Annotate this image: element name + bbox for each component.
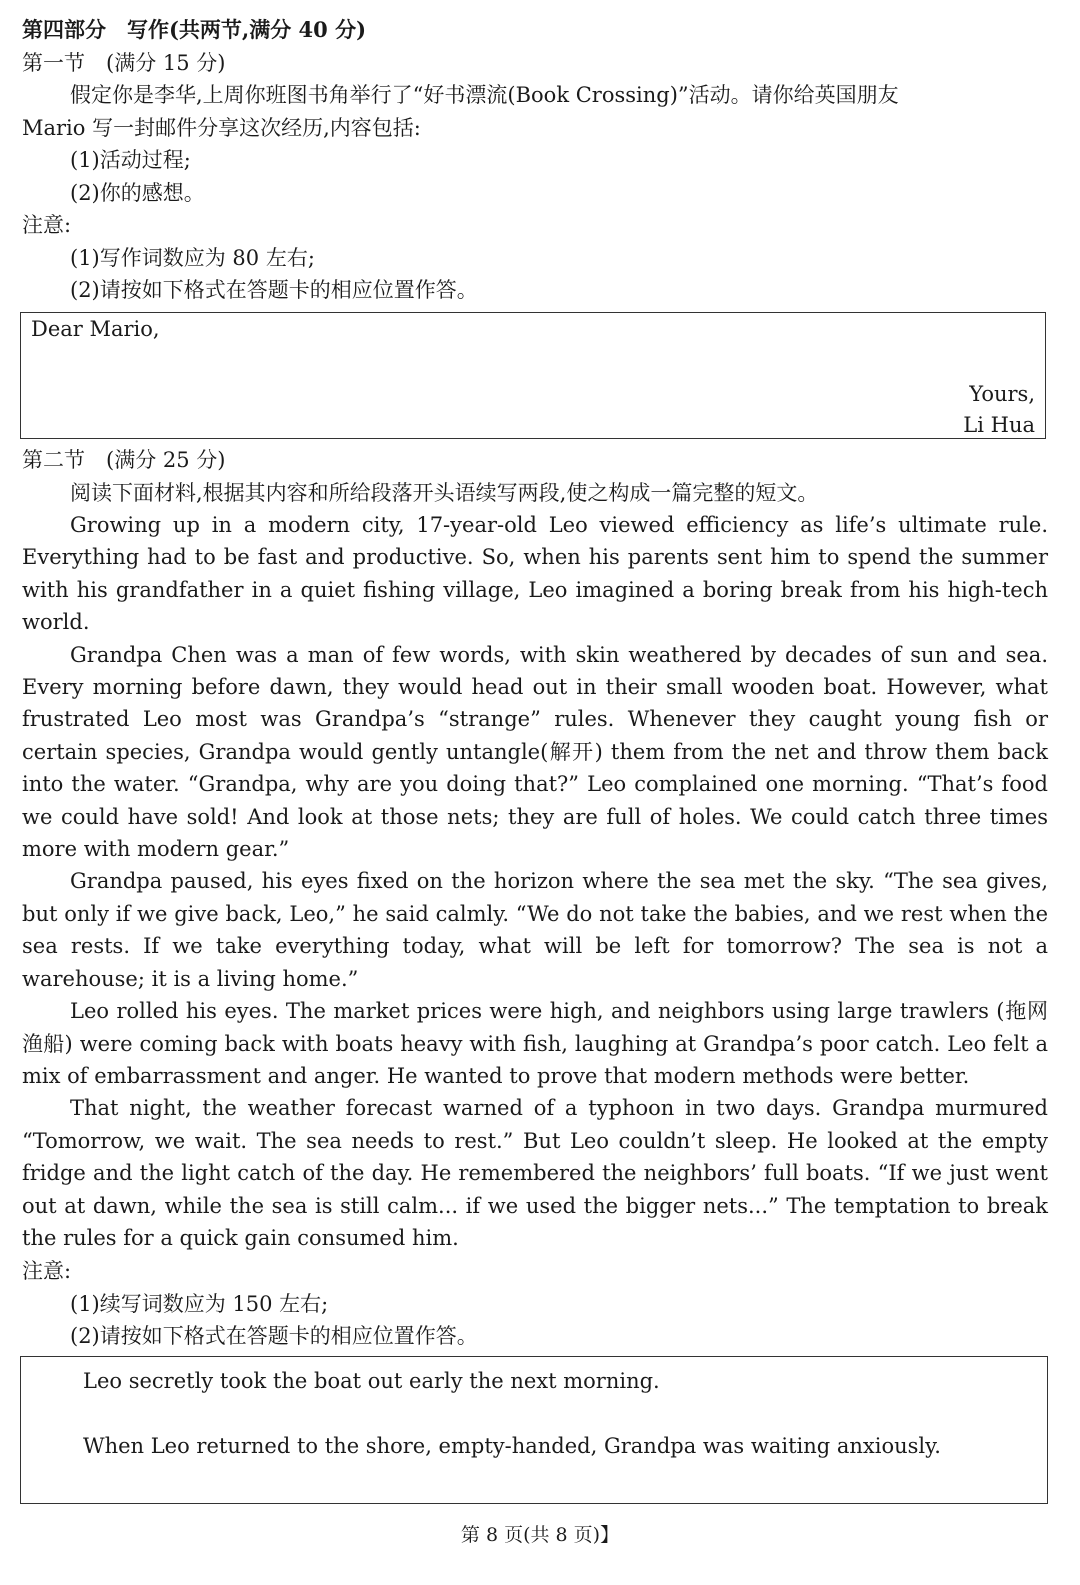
story-paragraph: Growing up in a modern city, 17-year-old Leo viewed efficiency as life’s ultimate rule. Everything had to be fast and productive. So, when his parents sent him to spend the summer with his grandfather in a quiet fishing village, Leo imagined a boring break from his high-tech world. bbox=[22, 513, 1048, 635]
part-heading: 第四部分 写作(共两节,满分 40 分) bbox=[22, 17, 367, 42]
section2-note-label: 注意: bbox=[22, 1259, 72, 1283]
section2-note: (2)请按如下格式在答题卡的相应位置作答。 bbox=[70, 1324, 478, 1348]
story-paragraph: Grandpa paused, his eyes fixed on the horizon where the sea met the sky. “The sea gives, but only if we give back, Leo,” he said calmly. “We do not take the babies, and we rest when the sea rests. If we take everything today, what will be left for tomorrow? The sea is not a warehouse; it is a living home.” bbox=[22, 869, 1048, 991]
story-paragraph: Grandpa Chen was a man of few words, with skin weathered by decades of sun and sea. Every morning before dawn, they would head out in their small wooden boat. However, what frustrated Leo most was Grandpa’s “strange” rules. Whenever they caught young fish or certain species, Grandpa would gently untangle(解开) them from the net and throw them back into the water. “Grandpa, why are you doing that?” Leo complained one morning. “That’s food we could have sold! And look at those nets; they are full of holes. We could catch three times more with modern gear.” bbox=[22, 642, 1048, 862]
letter-closing: Yours, bbox=[969, 382, 1035, 406]
page-footer: 第 8 页(共 8 页)】 bbox=[460, 1524, 620, 1546]
section1-prompt: 假定你是李华,上周你班图书角举行了“好书漂流(Book Crossing)”活动。请你给英国朋友 bbox=[70, 83, 899, 107]
content-item: (2)你的感想。 bbox=[70, 180, 205, 205]
section1-prompt-cont: Mario 写一封邮件分享这次经历,内容包括: bbox=[22, 115, 421, 140]
section1-note: (1)写作词数应为 80 左右; bbox=[70, 245, 315, 270]
continuation-answer-box bbox=[20, 1356, 1048, 1504]
section1-heading: 第一节 (满分 15 分) bbox=[22, 50, 226, 75]
paragraph-opener: When Leo returned to the shore, empty-handed, Grandpa was waiting anxiously. bbox=[83, 1434, 941, 1458]
content-item: (1)活动过程; bbox=[70, 148, 191, 172]
section1-note: (2)请按如下格式在答题卡的相应位置作答。 bbox=[70, 278, 478, 302]
section2-instruction: 阅读下面材料,根据其内容和所给段落开头语续写两段,使之构成一篇完整的短文。 bbox=[70, 480, 819, 505]
section1-area bbox=[22, 14, 1048, 307]
paragraph-opener: Leo secretly took the boat out early the next morning. bbox=[83, 1369, 660, 1393]
letter-salutation: Dear Mario, bbox=[31, 317, 160, 341]
section2-note: (1)续写词数应为 150 左右; bbox=[70, 1291, 329, 1316]
story-paragraph: That night, the weather forecast warned of a typhoon in two days. Grandpa murmured “Tomorrow, we wait. The sea needs to rest.” But Leo couldn’t sleep. He looked at the empty fridge and the light catch of the day. He remembered the neighbors’ full boats. “If we just went out at dawn, while the sea is still calm... if we used the bigger nets...” The temptation to break the rules for a quick gain consumed him. bbox=[22, 1096, 1048, 1250]
letter-signature: Li Hua bbox=[963, 413, 1035, 437]
letter-answer-box bbox=[20, 312, 1046, 439]
section2-notes bbox=[22, 1255, 1048, 1353]
section1-note-label: 注意: bbox=[22, 213, 72, 237]
story-paragraph: Leo rolled his eyes. The market prices were high, and neighbors using large trawlers (拖网渔船) were coming back with boats heavy with fish, laughing at Grandpa’s poor catch. Leo felt a mix of embarrassment and anger. He wanted to prove that modern methods were better. bbox=[22, 999, 1048, 1088]
section2-heading: 第二节 (满分 25 分) bbox=[22, 448, 226, 472]
section2-area bbox=[22, 444, 1048, 1254]
